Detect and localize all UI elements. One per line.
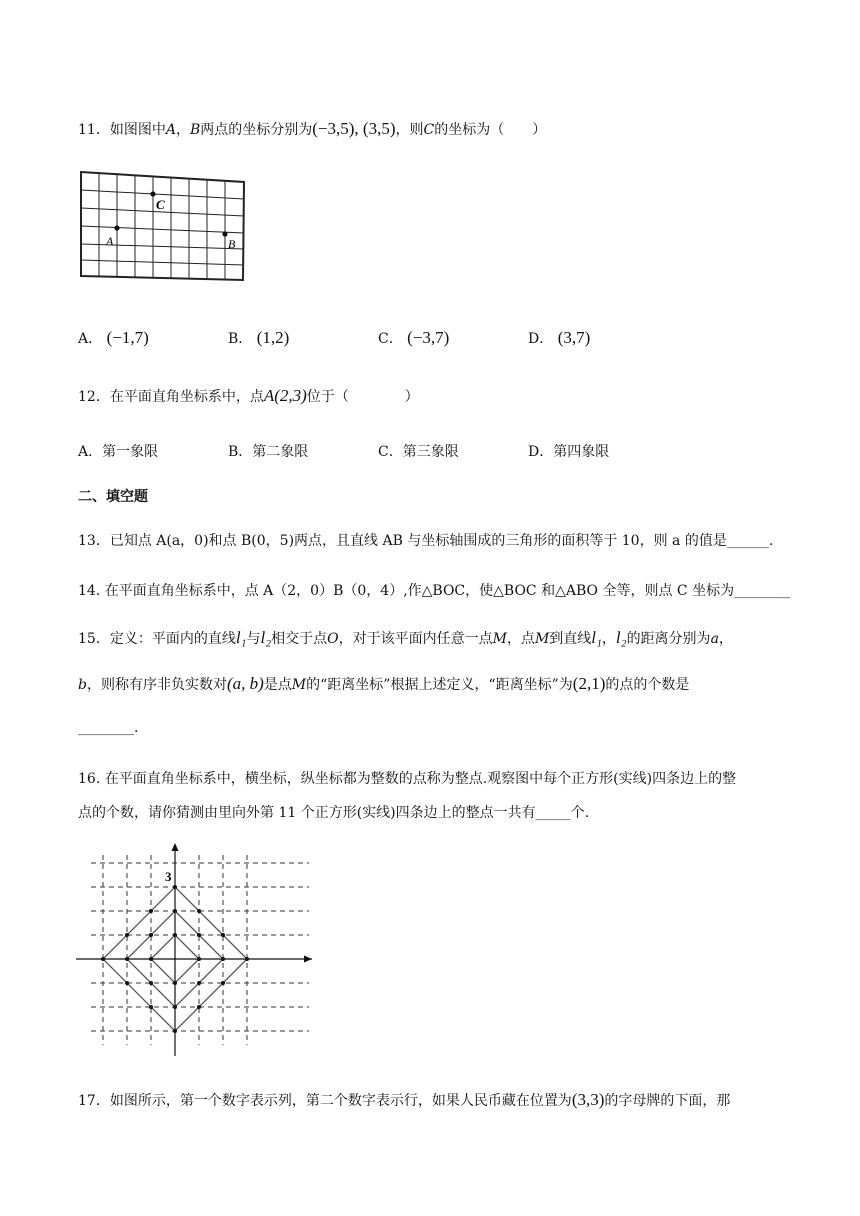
- q11-grid-figure: [76, 168, 250, 286]
- q12-option-c[interactable]: C．第三象限: [378, 444, 459, 460]
- q16-line2: 点的个数，请你猜测由里向外第 11 个正方形(实线)四条边上的整点一共有_____个.: [78, 805, 590, 821]
- q15-line1: 15．定义：平面内的直线l₁与l₂相交于点O，对于该平面内任意一点M，点M到直线l₁，l₂的距离分别为a，: [78, 628, 733, 647]
- q11-option-a[interactable]: A． (−1,7): [78, 328, 149, 347]
- q16-line1: 16. 在平面直角坐标系中，横坐标，纵坐标都为整数的点称为整点.观察图中每个正方形(实线)四条边上的整: [78, 771, 737, 787]
- q11-stem: 11．如图图中A，B两点的坐标分别为(−3,5), (3,5)，则C的坐标为（ ）: [78, 119, 547, 138]
- q17-stem: 17．如图所示，第一个数字表示列，第二个数字表示行，如果人民币藏在位置为(3,3)的字母牌的下面，那: [78, 1090, 731, 1109]
- q15-line3: ________.: [78, 720, 139, 736]
- point-a-dot: [114, 225, 119, 230]
- label-b: B: [228, 237, 236, 251]
- q11-coords: (−3,5), (3,5): [312, 119, 396, 138]
- label-a: A: [106, 234, 114, 248]
- section-heading: 二、填空题: [78, 489, 148, 505]
- q15-line2: b，则称有序非负实数对(a, b)是点M的“距离坐标”根据上述定义，“距离坐标”为(2,1)的点的个数是: [78, 674, 690, 693]
- y-axis-label-3: 3: [165, 869, 172, 884]
- q17-position: (3,3): [571, 1090, 605, 1109]
- q11-number: 11．: [78, 122, 110, 138]
- x-axis-arrow: [304, 956, 312, 963]
- q11-option-b[interactable]: B． (1,2): [228, 328, 290, 347]
- label-c: C: [156, 197, 165, 212]
- q11-option-c[interactable]: C． (−3,7): [378, 328, 450, 347]
- y-axis-arrow: [172, 843, 179, 851]
- q12-stem: 12．在平面直角坐标系中，点A(2,3)位于（ ）: [78, 386, 419, 405]
- q13-text: 13．已知点 A(a，0)和点 B(0，5)两点，且直线 AB 与坐标轴围成的三角形的面积等于 10，则 a 的值是______.: [78, 533, 774, 549]
- q16-lattice-figure: [76, 840, 318, 1060]
- q12-option-b[interactable]: B．第二象限: [228, 444, 309, 460]
- q12-option-a[interactable]: A．第一象限: [78, 444, 159, 460]
- dashed-grid: [91, 855, 309, 1045]
- q12-point: A(2,3): [263, 386, 307, 405]
- point-c-dot: [150, 191, 155, 196]
- point-b-dot: [222, 231, 227, 236]
- q11-option-d[interactable]: D． (3,7): [528, 328, 591, 347]
- q14-text: 14. 在平面直角坐标系中，点 A（2，0）B（0，4）,作△BOC，使△BOC 和△ABO 全等，则点 C 坐标为________: [78, 583, 791, 599]
- q12-option-d[interactable]: D．第四象限: [528, 444, 610, 460]
